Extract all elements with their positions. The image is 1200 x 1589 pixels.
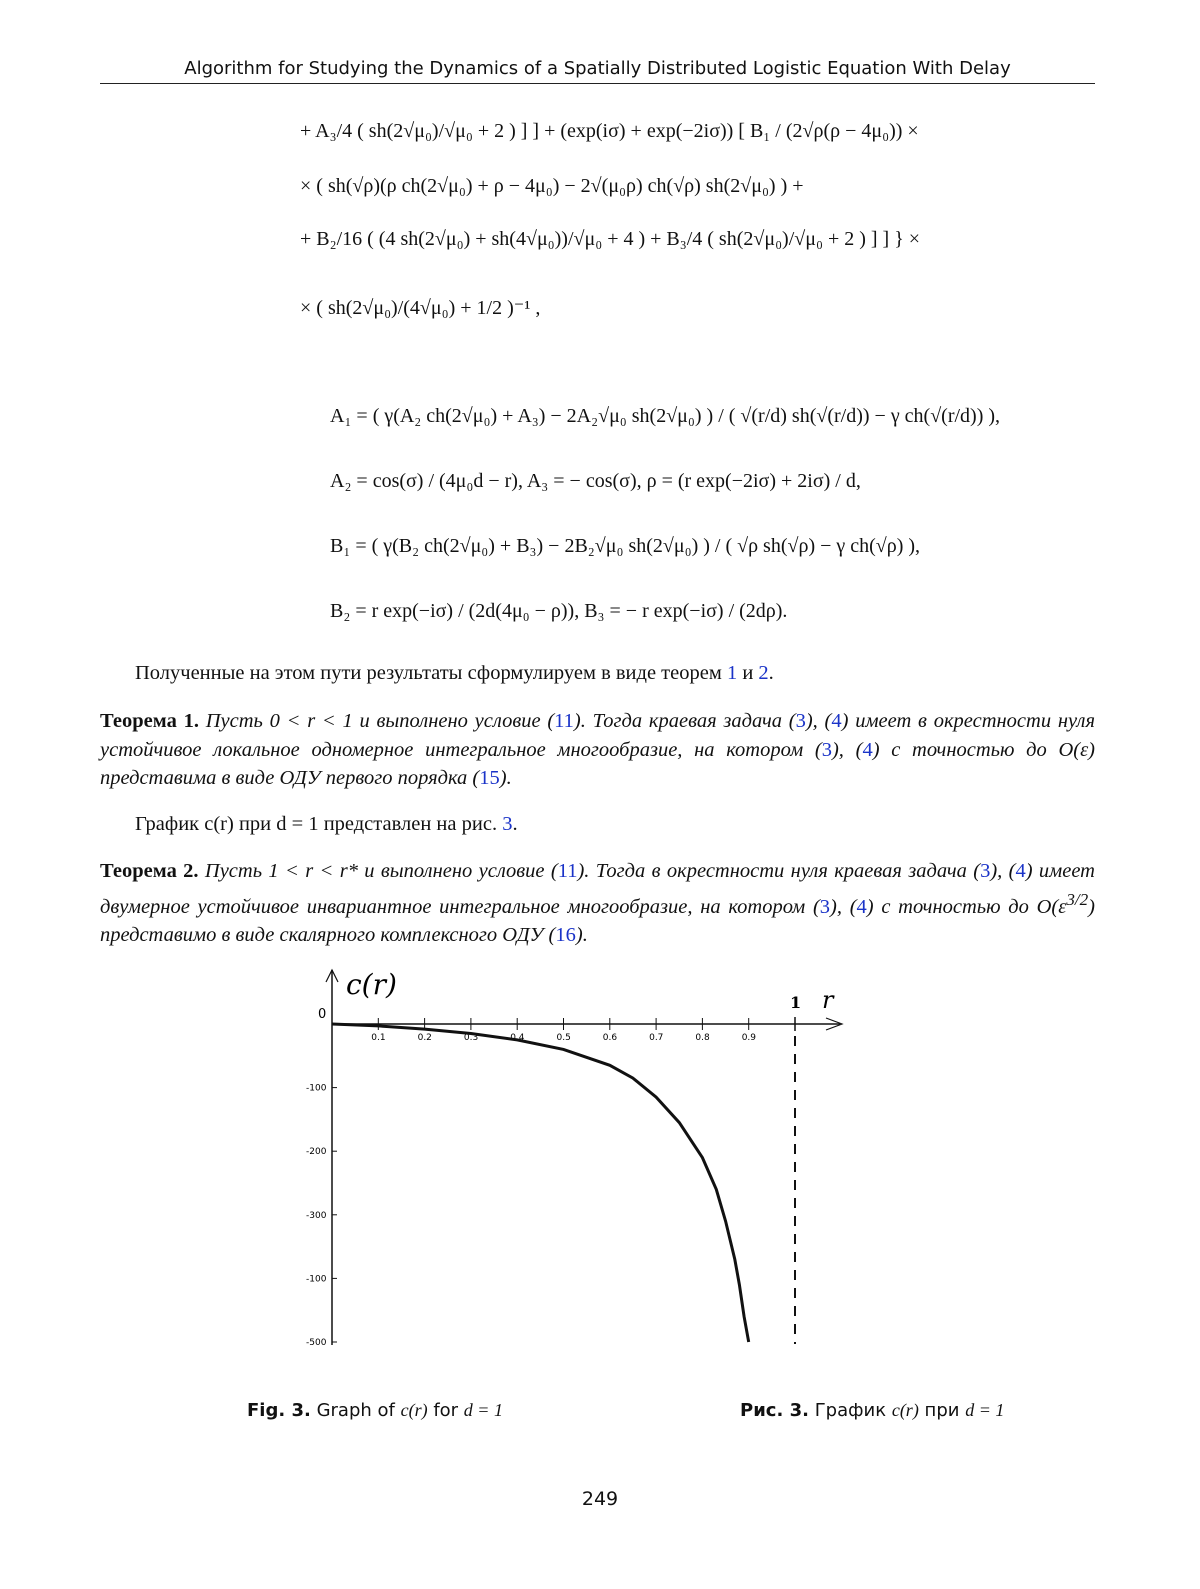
theorem-1: Теорема 1. Пусть 0 < r < 1 и выполнено условие (11). Тогда краевая задача (3), (4) имеет в окрестности нуля устойчивое локальное одномерное интегральное многообразие, на котором (3), (4) с точностью до O(ε) представима в виде ОДУ первого порядка (15). bbox=[100, 710, 1096, 789]
y-tick-label: -200 bbox=[306, 1147, 327, 1158]
running-header: Algorithm for Studying the Dynamics of a Spatially Distributed Logistic Equation With Delay bbox=[100, 58, 1095, 84]
eq-ref-4[interactable]: 4 bbox=[856, 895, 867, 918]
eq-ref-11[interactable]: 11 bbox=[557, 860, 578, 882]
x-tick-label: 0.1 bbox=[371, 1033, 386, 1043]
x-tick-label: 0.9 bbox=[741, 1033, 757, 1043]
formula-line-2: × ( sh(√ρ)(ρ ch(2√μ₀) + ρ − 4μ₀) − 2√(μ₀ρ) ch(√ρ) sh(2√μ₀) ) + bbox=[300, 175, 804, 197]
y-axis-label: c(r) bbox=[346, 968, 397, 1001]
eq-ref-4[interactable]: 4 bbox=[831, 710, 842, 732]
series-line-c-of-r bbox=[332, 1024, 749, 1342]
eq-ref-3[interactable]: 3 bbox=[821, 738, 832, 761]
x-tick-label: 0.2 bbox=[417, 1033, 432, 1043]
formula-b1: B₁ = ( γ(B₂ ch(2√μ₀) + B₃) − 2B₂√μ₀ sh(2√μ₀) ) / ( √ρ sh(√ρ) − γ ch(√ρ) ), bbox=[330, 535, 921, 557]
theorem-2: Теорема 2. Пусть 1 < r < r* и выполнено условие (11). Тогда в окрестности нуля краевая задача (3), (4) имеет двумерное устойчивое инвариантное интегральное многообразие, на котором (3), (4) с точностью до $O(\varepsilon^{3/2})$ представимо в виде скалярного комплексного ОДУ (16). bbox=[100, 860, 1095, 946]
figure-3-chart bbox=[290, 960, 860, 1360]
graph-paragraph: График c(r) при d = 1 представлен на рис. 3. bbox=[135, 813, 518, 835]
eq-ref-4[interactable]: 4 bbox=[1015, 860, 1026, 882]
eq-ref-15[interactable]: 15 bbox=[479, 767, 500, 789]
y-tick-label: -100 bbox=[306, 1274, 327, 1285]
theorem-ref-2[interactable]: 2 bbox=[758, 662, 769, 684]
eq-ref-3[interactable]: 3 bbox=[795, 710, 806, 732]
theorem-2-title: Теорема 2. bbox=[100, 860, 199, 882]
eq-ref-3[interactable]: 3 bbox=[980, 860, 991, 882]
formula-a1: A₁ = ( γ(A₂ ch(2√μ₀) + A₃) − 2A₂√μ₀ sh(2√μ₀) ) / ( √(r/d) sh(√(r/d)) − γ ch(√(r/d)) ), bbox=[330, 405, 1001, 427]
x-tick-label: 0.4 bbox=[510, 1033, 525, 1043]
figure-ref-3[interactable]: 3 bbox=[502, 813, 513, 835]
x-tick-label: 0.5 bbox=[556, 1033, 571, 1043]
theorem-ref-1[interactable]: 1 bbox=[726, 662, 738, 684]
x-axis-label: r bbox=[822, 986, 834, 1014]
eq-ref-3[interactable]: 3 bbox=[819, 895, 831, 918]
formula-line-3: + B₂/16 ( (4 sh(2√μ₀) + sh(4√μ₀))/√μ₀ + 4 ) + B₃/4 ( sh(2√μ₀)/√μ₀ + 2 ) ] ] } × bbox=[300, 228, 921, 250]
results-paragraph: Полученные на этом пути результаты сформулируем в виде теорем 1 и 2. bbox=[135, 662, 774, 684]
theorem-1-title: Теорема 1. bbox=[100, 710, 199, 732]
x-tick-label: 0.3 bbox=[463, 1033, 479, 1043]
eq-ref-11[interactable]: 11 bbox=[554, 710, 574, 732]
y-tick-label: -500 bbox=[306, 1338, 327, 1348]
eq-ref-16[interactable]: 16 bbox=[555, 923, 576, 946]
formula-b2: B₂ = r exp(−iσ) / (2d(4μ₀ − ρ)), B₃ = − r exp(−iσ) / (2dρ). bbox=[330, 600, 788, 622]
formula-line-1: + A₃/4 ( sh(2√μ₀)/√μ₀ + 2 ) ] ] + (exp(iσ) + exp(−2iσ)) [ B₁ / (2√ρ(ρ − 4μ₀)) × bbox=[300, 120, 919, 142]
caption-en: Fig. 3. Graph of c(r) for d = 1 bbox=[247, 1400, 503, 1421]
x-tick-label: 0.7 bbox=[649, 1033, 664, 1043]
eq-ref-4[interactable]: 4 bbox=[862, 738, 873, 761]
y-tick-label: -300 bbox=[306, 1210, 327, 1221]
x-marker-label: 1 bbox=[790, 993, 802, 1012]
x-tick-label: 0.6 bbox=[602, 1033, 618, 1043]
page-number: 249 bbox=[581, 1488, 619, 1510]
formula-line-4: × ( sh(2√μ₀)/(4√μ₀) + 1/2 )⁻¹ , bbox=[300, 297, 541, 319]
x-tick-label: 0.8 bbox=[695, 1033, 710, 1043]
formula-a2: A₂ = cos(σ) / (4μ₀d − r), A₃ = − cos(σ), ρ = (r exp(−2iσ) + 2iσ) / d, bbox=[330, 470, 861, 492]
y-tick-label: -100 bbox=[306, 1083, 327, 1094]
y-tick-label: 0 bbox=[318, 1007, 327, 1022]
caption-ru: Рис. 3. График c(r) при d = 1 bbox=[740, 1400, 1005, 1421]
